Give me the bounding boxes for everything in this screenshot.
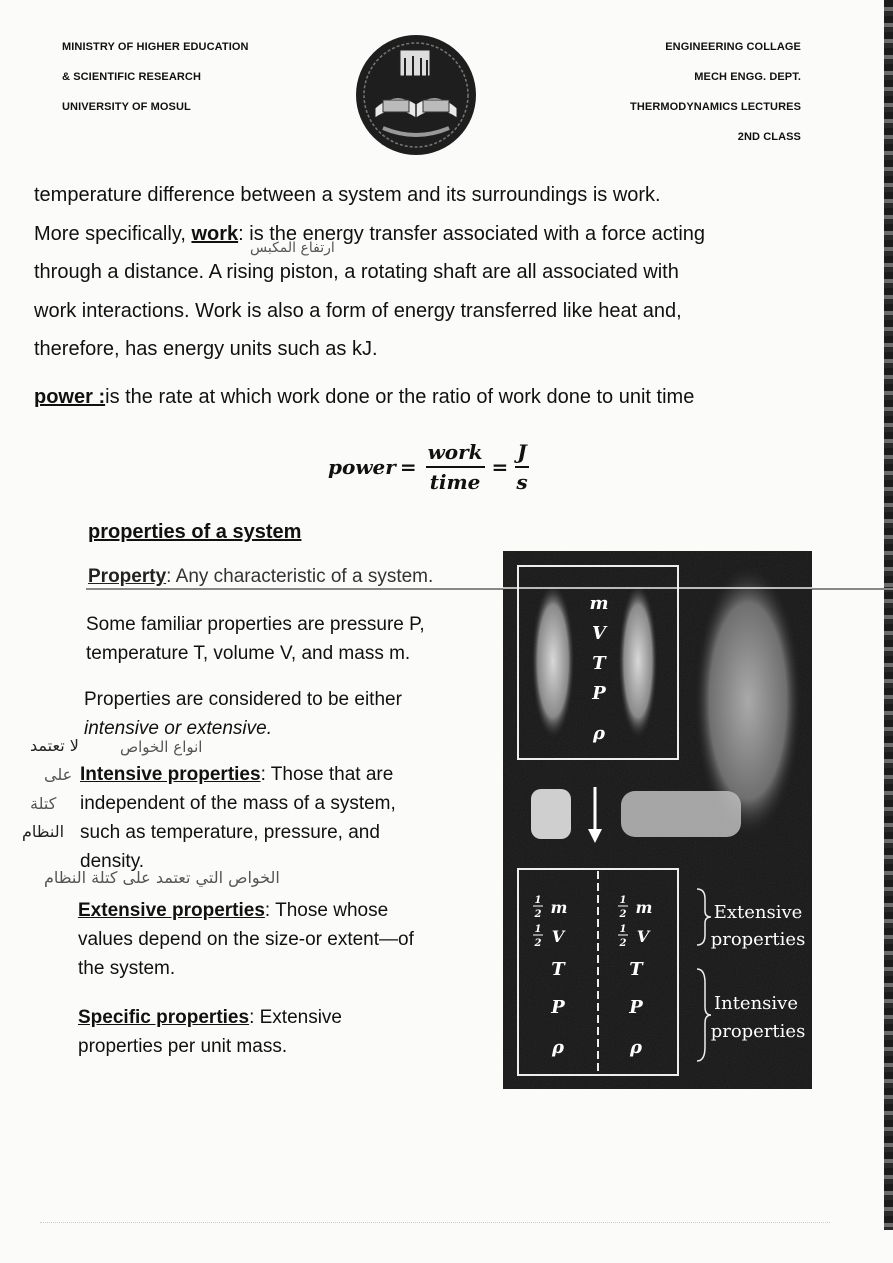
- figure-blob-mid-left: [531, 789, 571, 839]
- extensive-properties-text: [78, 896, 414, 983]
- property-definition-text: : Any characteristic of a system.: [166, 566, 434, 587]
- intensive-properties-text: [80, 760, 396, 876]
- intensive-def: : Those that are: [260, 764, 394, 785]
- handwritten-note-notdep: لا تعتمد: [30, 736, 79, 755]
- handwritten-note-types: انواع الخواص: [120, 738, 203, 756]
- footer-line: [40, 1222, 830, 1224]
- header-dept: MECH ENGG. DEPT.: [694, 71, 801, 83]
- fig-half-num-3: 1: [534, 924, 542, 935]
- specific-def: : Extensive: [249, 1007, 342, 1028]
- familiar-properties-text: [86, 610, 425, 668]
- fig-half-V-left: V: [551, 927, 565, 946]
- fig-top-label-m: m: [589, 593, 609, 614]
- extensive-line-3: the system.: [78, 958, 176, 979]
- intro-line-1: temperature difference between a system and its surroundings is work.: [34, 184, 661, 206]
- formula-fraction-j-s: [515, 440, 528, 494]
- header-left: [62, 32, 249, 122]
- formula-num-j: J: [515, 440, 528, 468]
- header-ministry: MINISTRY OF HIGHER EDUCATION: [62, 41, 249, 53]
- fig-half-den-3: 2: [534, 938, 542, 949]
- figure-blob-right: [618, 581, 658, 741]
- familiar-line-1: Some familiar properties are pressure P,: [86, 614, 425, 635]
- formula-lhs: power: [328, 455, 396, 479]
- properties-figure: [503, 551, 812, 1089]
- handwritten-note-system: النظام: [22, 822, 65, 841]
- intensive-line-4: density.: [80, 851, 145, 872]
- fig-half-m-left: m: [550, 898, 568, 917]
- power-definition: [34, 386, 694, 409]
- fig-bottom-T-right: T: [629, 959, 643, 980]
- fig-half-num-2: 1: [619, 895, 627, 906]
- fig-half-den-2: 2: [619, 909, 627, 920]
- intensive-term: Intensive properties: [80, 764, 261, 785]
- formula-equals-1: =: [399, 455, 417, 479]
- work-term: work: [191, 222, 239, 245]
- fig-top-label-P: P: [592, 683, 606, 704]
- formula-den-time: time: [429, 470, 481, 494]
- fig-extensive-label-2: properties: [710, 929, 806, 950]
- intensive-line-3: such as temperature, pressure, and: [80, 822, 380, 843]
- header-research: & SCIENTIFIC RESEARCH: [62, 71, 201, 83]
- university-seal-logo: [355, 34, 477, 156]
- fig-bottom-T-left: T: [551, 959, 565, 980]
- header-university: UNIVERSITY OF MOSUL: [62, 101, 191, 113]
- fig-bottom-P-left: P: [551, 997, 565, 1018]
- work-definition: : is the energy transfer associated with a force acting: [238, 222, 706, 245]
- specific-properties-text: [78, 1003, 342, 1061]
- either-text: [84, 685, 402, 743]
- intro-line-5: therefore, has energy units such as kJ.: [34, 338, 378, 360]
- fig-half-num-1: 1: [534, 895, 542, 906]
- specific-term: Specific properties: [78, 1007, 250, 1028]
- handwritten-note-extensive: الخواص التي تعتمد على كتلة النظام: [44, 868, 280, 887]
- extensive-line-2: values depend on the size-or extent—of: [78, 929, 414, 950]
- power-formula: [328, 440, 534, 494]
- formula-fraction-work-time: [426, 440, 485, 494]
- fig-extensive-label-1: Extensive: [713, 902, 803, 923]
- intro-line-3: through a distance. A rising piston, a rotating shaft are all associated with: [34, 261, 679, 283]
- header-right: [630, 32, 801, 152]
- extensive-line-1: [78, 896, 414, 925]
- fig-top-label-V: V: [592, 623, 606, 644]
- intro-line-4: work interactions. Work is also a form of energy transferred like heat and,: [34, 299, 682, 322]
- either-line-1: Properties are considered to be either: [84, 689, 402, 710]
- fig-top-label-T: T: [592, 653, 606, 674]
- handwritten-note-on: على: [44, 765, 73, 784]
- fig-half-den-1: 2: [534, 909, 542, 920]
- properties-section-title: properties of a system: [88, 521, 302, 543]
- intensive-line-2: independent of the mass of a system,: [80, 793, 396, 814]
- fig-half-m-right: m: [635, 898, 653, 917]
- intro-line-2-pre: More specifically,: [34, 222, 192, 245]
- fig-intensive-label-2: properties: [710, 1021, 806, 1042]
- fig-bottom-rho-right: ρ: [630, 1037, 642, 1058]
- formula-equals-2: =: [491, 455, 509, 479]
- figure-blob-mid-right: [621, 791, 741, 837]
- intensive-line-1: [80, 760, 396, 789]
- handwritten-note-mass: كتلة: [30, 794, 57, 813]
- fig-bottom-rho-left: ρ: [552, 1037, 564, 1058]
- formula-den-s: s: [516, 470, 528, 494]
- fig-half-den-4: 2: [619, 938, 627, 949]
- figure-blob-left: [531, 581, 575, 741]
- scan-edge-shadow: [884, 0, 893, 1230]
- intro-line-2: [34, 215, 794, 254]
- specific-line-1: [78, 1003, 342, 1032]
- header-class: 2ND CLASS: [737, 131, 801, 143]
- either-line-2: intensive or extensive.: [84, 718, 272, 739]
- extensive-term: Extensive properties: [78, 900, 265, 921]
- power-definition-text: is the rate at which work done or the ratio of work done to unit time: [105, 386, 695, 408]
- fig-half-V-right: V: [636, 927, 650, 946]
- familiar-line-2: temperature T, volume V, and mass m.: [86, 643, 411, 664]
- extensive-def: : Those whose: [264, 900, 389, 921]
- property-definition: [88, 566, 433, 588]
- fig-half-num-4: 1: [619, 924, 627, 935]
- intro-paragraph: [34, 176, 794, 369]
- fig-intensive-label-1: Intensive: [714, 993, 798, 1014]
- handwritten-note-work: ارتفاع المكبس: [250, 240, 335, 256]
- formula-num-work: work: [426, 440, 485, 468]
- power-term: power :: [34, 386, 106, 408]
- specific-line-2: properties per unit mass.: [78, 1036, 288, 1057]
- property-term: Property: [88, 566, 167, 587]
- fig-top-label-rho: ρ: [593, 723, 605, 744]
- fig-bottom-P-right: P: [629, 997, 643, 1018]
- header-course: THERMODYNAMICS LECTURES: [630, 101, 801, 113]
- header-college: ENGINEERING COLLAGE: [665, 41, 801, 53]
